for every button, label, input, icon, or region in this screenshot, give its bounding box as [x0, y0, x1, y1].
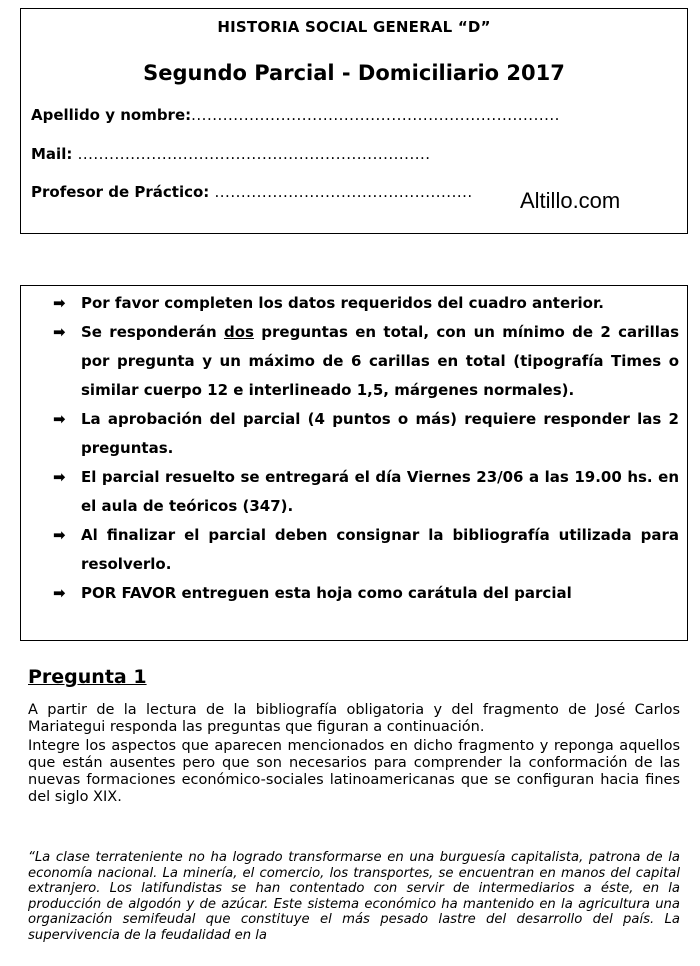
instruction-item	[53, 521, 679, 579]
instruction-item	[53, 579, 679, 608]
professor-field	[31, 183, 473, 201]
arrow-bullet-icon: ➡	[53, 584, 66, 602]
instruction-item	[53, 463, 679, 521]
exam-title: Segundo Parcial - Domiciliario 2017	[143, 61, 565, 85]
instruction-underlined: dos	[223, 323, 254, 341]
mail-field	[31, 145, 431, 163]
instruction-item	[53, 318, 679, 405]
instruction-text: La aprobación del parcial (4 puntos o más) requiere responder las 2 preguntas.	[81, 410, 679, 457]
header-box	[20, 8, 688, 234]
instruction-item	[53, 405, 679, 463]
instructions-box	[20, 285, 688, 641]
mail-field-label: Mail:	[31, 145, 78, 163]
arrow-bullet-icon: ➡	[53, 323, 66, 341]
name-field-label: Apellido y nombre:	[31, 106, 192, 124]
instruction-item	[53, 289, 679, 318]
professor-field-label: Profesor de Práctico:	[31, 183, 215, 201]
watermark: Altillo.com	[520, 188, 621, 213]
professor-field-dots: .................................................	[214, 183, 473, 201]
arrow-bullet-icon: ➡	[53, 526, 66, 544]
question-paragraph: A partir de la lectura de la bibliografía obligatoria y del fragmento de José Carlos Mariategui responda las preguntas que figuran a continuación.	[28, 702, 680, 735]
instruction-text-post: preguntas en total, con un mínimo de 2 carillas por pregunta y un máximo de 6 carillas en total (tipografía Times o similar cuerpo 12 e interlineado 1,5, márgenes normales).	[81, 323, 680, 399]
mariategui-quote: “La clase terrateniente no ha logrado transformarse en una burguesía capitalista, patrona de la economía nacional. La minería, el comercio, los transportes, se encuentran en manos del capital extranjero. Los latifundistas se han contentado con servir de intermediarios a éste, en la producción de algodón y de azúcar. Este sistema económico ha mantenido en la agricultura una organización semifeudal que constituye el más pesado lastre del desarrollo del país. La supervivencia de la feudalidad en la	[28, 850, 680, 943]
name-field	[31, 106, 560, 124]
instruction-text: Por favor completen los datos requeridos del cuadro anterior.	[81, 294, 604, 312]
instructions-list	[53, 289, 679, 608]
instruction-text: POR FAVOR entreguen esta hoja como carátula del parcial	[81, 584, 572, 602]
arrow-bullet-icon: ➡	[53, 294, 66, 312]
instruction-text-pre: Se responderán	[81, 323, 224, 341]
arrow-bullet-icon: ➡	[53, 468, 66, 486]
question-heading: Pregunta 1	[28, 666, 147, 688]
question-paragraph: Integre los aspectos que aparecen mencionados en dicho fragmento y reponga aquellos que están ausentes pero que son necesarios para comprender la conformación de las nuevas formaciones económico-sociales latinoamericanas que se configuran hacia fines del siglo XIX.	[28, 738, 680, 805]
mail-field-dots: ...................................................................	[77, 145, 431, 163]
instruction-text: Al finalizar el parcial deben consignar la bibliografía utilizada para resolverlo.	[81, 526, 679, 573]
name-field-dots: ......................................................................	[191, 106, 560, 124]
arrow-bullet-icon: ➡	[53, 410, 66, 428]
course-title: HISTORIA SOCIAL GENERAL “D”	[217, 18, 491, 36]
instruction-text: El parcial resuelto se entregará el día Viernes 23/06 a las 19.00 hs. en el aula de teóricos (347).	[81, 468, 679, 515]
